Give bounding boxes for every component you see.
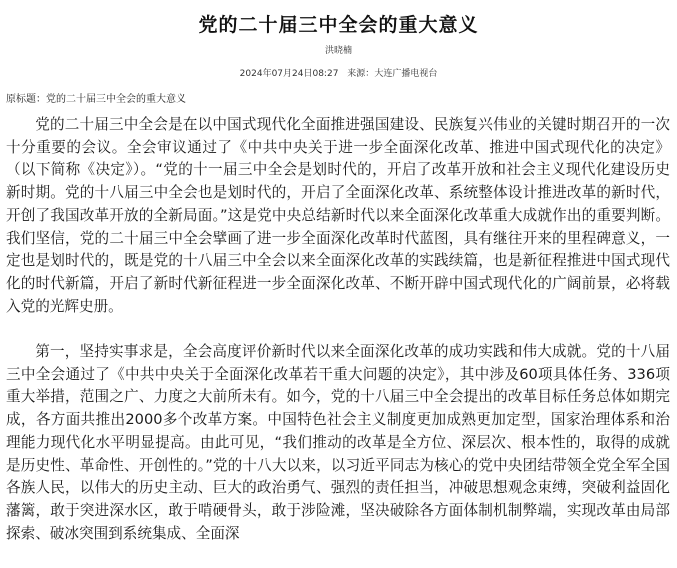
publish-date: 2024年07月24日08:27 bbox=[239, 69, 339, 79]
article-paragraph: 第一，坚持实事求是，全会高度评价新时代以来全面深化改革的成功实践和伟大成就。党的十八届三中全会通过了《中共中央关于全面深化改革若干重大问题的决定》，其中涉及60项具体任务、336项重大举措，范围之广、力度之大前所未有。如今，党的十八届三中全会提出的改革目标任务总体如期完成，各方面共推出2000多个改革方案。中国特色社会主义制度更加成熟更加定型，国家治理体系和治理能力现代化水平明显提高。由此可见，“我们推动的改革是全方位、深层次、根本性的，取得的成就是历史性、革命性、开创性的。”党的十八大以来，以习近平同志为核心的党中央团结带领全党全军全国各族人民，以伟大的历史主动、巨大的政治勇气、强烈的责任担当，冲破思想观念束缚，突破利益固化藩篱，敢于突进深水区，敢于啃硬骨头，敢于涉险滩，坚决破除各方面体制机制弊端，实现改革由局部探索、破冰突围到系统集成、全面深 bbox=[6, 343, 670, 542]
article-author: 洪晓楠 bbox=[324, 46, 352, 56]
article-paragraph: 党的二十届三中全会是在以中国式现代化全面推进强国建设、民族复兴伟业的关键时期召开的一次十分重要的会议。全会审议通过了《中共中央关于进一步全面深化改革、推进中国式现代化的决定》（以下简称《决定》）。“党的十一届三中全会是划时代的，开启了改革开放和社会主义现代化建设历史新时期。党的十八届三中全会也是划时代的，开启了全面深化改革、系统整体设计推进改革的新时代，开创了我国改革开放的全新局面。”这是党中央总结新时代以来全面深化改革重大成就作出的重要判断。我们坚信，党的二十届三中全会擘画了进一步全面深化改革时代蓝图，具有继往开来的里程碑意义，一定也是划时代的，既是党的十八届三中全会以来全面深化改革的实践续篇，也是新征程推进中国式现代化的时代新篇，开启了新时代新征程进一步全面深化改革、不断开辟中国式现代化的广阔前景，必将载入党的光辉史册。 bbox=[6, 116, 670, 315]
source-info bbox=[347, 69, 437, 79]
article-title: 党的二十届三中全会的重大意义 bbox=[198, 14, 479, 36]
original-title bbox=[6, 90, 186, 105]
original-title-text: 党的二十届三中全会的重大意义 bbox=[46, 94, 186, 105]
source-name: 大连广播电视台 bbox=[374, 69, 438, 79]
original-title-label: 原标题： bbox=[6, 94, 46, 105]
article-meta bbox=[0, 66, 677, 79]
source-label: 来源： bbox=[347, 69, 375, 79]
